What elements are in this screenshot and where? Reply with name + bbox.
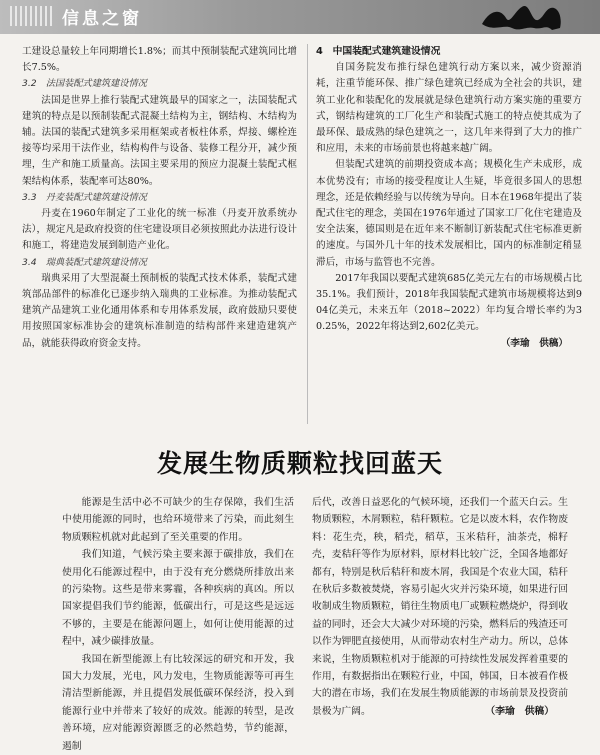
brush-logo-icon: [476, 0, 566, 34]
header-bar: [0, 0, 600, 34]
paragraph: 我国在新型能源上有比较深远的研究和开发，我国大力发展，光电，风力发电，生物质能源等可再生清洁型新能源，并且提倡发展低碳环保经济，投入到能源行业中并带来了较好的成效。能源的转型，是改善环境，应对能源资源匮乏的必然趋势，节约能源，遏制: [62, 653, 294, 752]
paragraph: 后代，改善日益恶化的气候环境，还我们一个蓝天白云。生物质颗粒，木屑颗粒，秸秆颗粒。它是以废木料，农作物废料：花生壳，秧，稻壳，稻草，玉米秸秆，油茶壳，棉籽壳，麦秸秆等作为原材料，原材料比较广泛，全国各地都好都有，特别是秋后秸秆和废木屑，我国是个农业大国，秸秆在秋后多数被焚烧，容易引起火灾并污染环境，如果进行回收制成生物质颗粒，销往生物质电厂或颗粒燃烧炉，得到收益的同时，还会大大减少对环境的污染，燃料后的残渣还可以作为钾肥直接使用，从而带动农村生产动力。所以，总体来说，生物质颗粒机对于能源的可持续性发展发挥着重要的作用，有数据指出在颗粒行业，中国，韩国，日本被看作极大的潜在市场，我们在发展生物质能源的市场前景及投资前景极为广阔。: [312, 497, 568, 717]
article2-left-column: [62, 494, 294, 755]
paragraph: 自国务院发布推行绿色建筑行动方案以来，减少资源消耗，注重节能环保、推广绿色建筑已经成为全社会的共识，建筑工业化和装配化的发展就是绿色建筑行动方案实施的重要方式，钢结构建筑的工厂化生产和装配式施工的特点使其成为了最环保、最成熟的绿色建筑之一，这几年来得到了大力的推广和应用，未来的市场前景也将越来越广阔。: [316, 62, 582, 155]
section-title: 信息之窗: [62, 9, 142, 29]
paragraph: 瑞典采用了大型混凝土预制板的装配式技术体系，装配式建筑部品部件的标准化已逐步纳入瑞典的工业标准。为推动装配式建筑产品建筑工业化通用体系和专用体系发展，政府鼓励只要使用按照国家标准协会的建筑标准制造的结构部件来建造建筑产品，就能获得政府资金支持。: [22, 272, 297, 349]
article-title: 发展生物质颗粒找回蓝天: [156, 449, 443, 478]
paragraph: 我们知道，气候污染主要来源于碳排放，我们在使用化石能源过程中，由于没有充分燃烧所排放出来的污染物。这些是带来雾霾，各种疾病的真凶。所以国家提倡我们节约能源，低碳出行，可是这些是远远不够的，主要是在能源问题上，如何让使用能源的过程中，减少碳排放量。: [62, 549, 294, 648]
paragraph: 工建设总量较上年同期增长1.8%；而其中预制装配式建筑同比增长7.5%。: [22, 46, 297, 74]
author-signature: （李瑜 供稿）: [485, 706, 554, 718]
header-stripes-decoration: [10, 6, 52, 26]
section-heading-4: 4 中国装配式建筑建设情况: [316, 46, 441, 57]
paragraph: 能源是生活中必不可缺少的生存保障，我们生活中使用能源的同时，也给环境带来了污染，而此刻生物质颗粒机就对此起到了至关重要的作用。: [62, 497, 294, 543]
column-divider: [307, 44, 308, 424]
author-signature: （李瑜 供稿）: [500, 337, 568, 349]
section-heading-3-4: 3.4 瑞典装配式建筑建设情况: [22, 256, 147, 268]
article1-left-column: [22, 44, 297, 352]
section-heading-3-2: 3.2 法国装配式建筑建设情况: [22, 78, 147, 90]
article1-right-column: [316, 44, 582, 352]
paragraph: 2017年我国以要配式建筑685亿美元左右的市场规模占比35.1%。我们预计，2018年我国装配式建筑市场规模将达到904亿美元，未来五年（2018~2022）年均复合增长率约为30.25%，2022年将达到2,602亿美元。: [316, 272, 582, 333]
article2-right-column: [312, 494, 568, 721]
paragraph: 法国是世界上推行装配式建筑最早的国家之一，法国装配式建筑的特点是以预制装配式混凝土结构为主，钢结构、木结构为辅。法国的装配式建筑多采用框架或者板柱体系，焊接、螺栓连接等均采用干法作业，结构构件与设备、装修工程分开，减少预埋，生产和施工质量高。法国主要采用的预应力混凝土装配式框架结构体系，装配率可达80%。: [22, 94, 297, 187]
paragraph: 丹麦在1960年制定了工业化的统一标准（丹麦开放系统办法），规定凡是政府投资的住宅建设项目必须按照此办法进行设计和施工，将建造发展到制造产业化。: [22, 208, 297, 252]
section-heading-3-3: 3.3 丹麦装配式建筑建设情况: [22, 191, 147, 203]
paragraph: 但装配式建筑的前期投资成本高；规模化生产未成形，成本优势没有；市场的接受程度让人生疑，毕竟很多国人的思想理念，还是依赖经验与以传统为导向。日本在1968年提出了装配式住宅的理念，美国在1976年通过了国家工厂化住宅建造及安全法案，德国则是在近年来不断制订新装配式住宅标准更新的速度。与国外几十年的技术发展相比，国内的标准制定稍显滞后，市场与监管也不完善。: [316, 159, 582, 268]
